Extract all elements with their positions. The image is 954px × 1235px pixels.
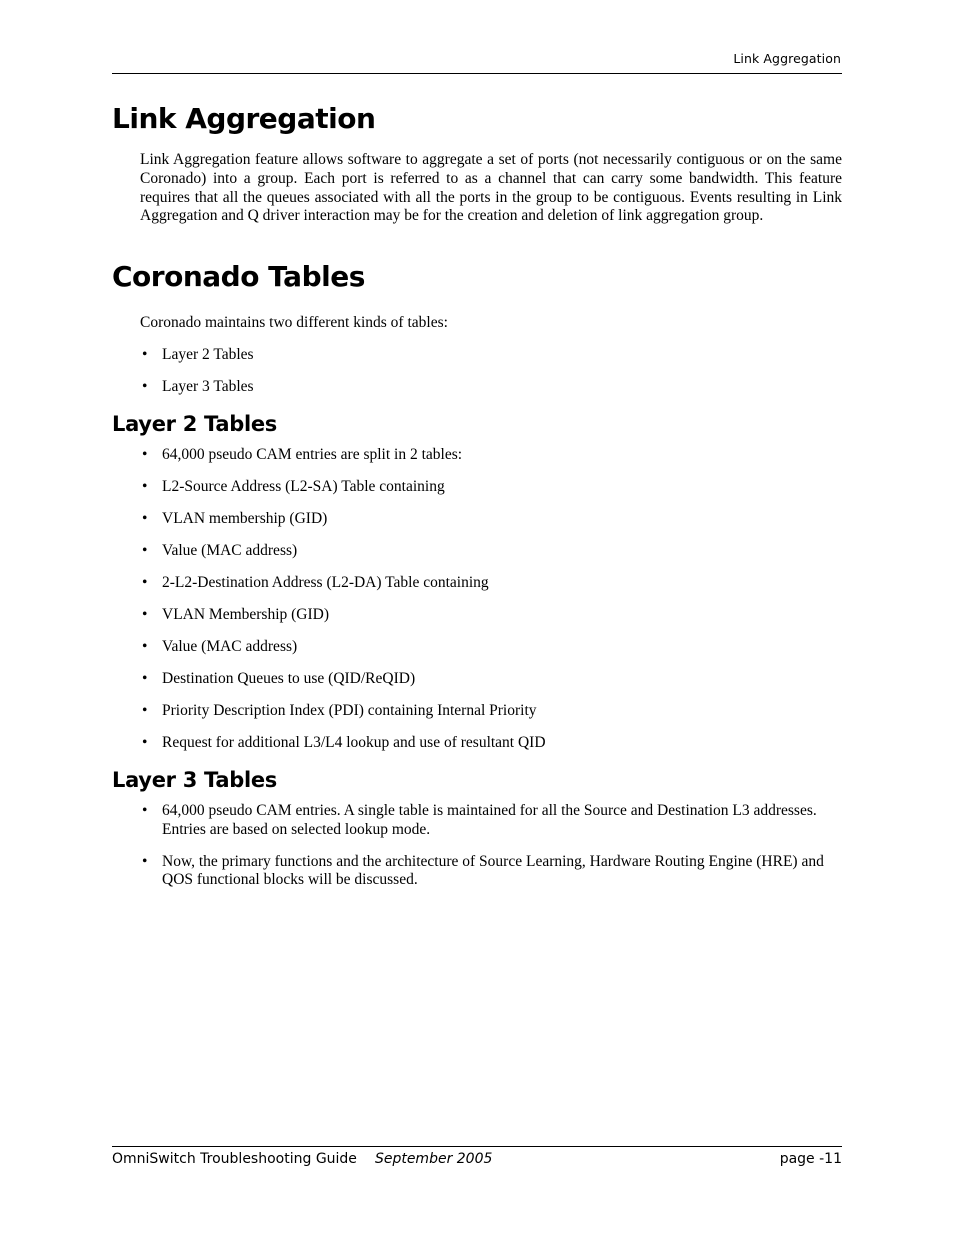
list-item: • Layer 2 Tables xyxy=(142,345,254,363)
section-title-coronado-tables: Coronado Tables xyxy=(112,260,365,294)
link-aggregation-paragraph: Link Aggregation feature allows software to aggregate a set of ports (not necessarily contiguous or on the same Coronado) into a group. Each port is referred to as a channel that can carry some bandwidth. This feature requires that all the queues associated with all the ports in the group to be contiguous. Events resulting in Link Aggregation and Q driver interaction may be for the creation and deletion of link aggregation group. xyxy=(140,151,842,225)
header-rule xyxy=(112,73,842,74)
footer-date: September 2005 xyxy=(374,1151,493,1167)
footer-page-number: page -11 xyxy=(779,1151,842,1167)
bullet-icon: • xyxy=(142,445,148,463)
list-item: • L2-Source Address (L2-SA) Table containing xyxy=(142,477,445,495)
list-item: • VLAN Membership (GID) xyxy=(142,605,330,623)
bullet-icon: • xyxy=(142,377,148,395)
running-header: Link Aggregation xyxy=(733,51,841,66)
list-item: • 64,000 pseudo CAM entries. A single table is maintained for all the Source and Destination L3 addresses. Entries are based on selected lookup mode. xyxy=(142,801,817,838)
bullet-icon: • xyxy=(142,701,148,719)
subsection-title-layer3: Layer 3 Tables xyxy=(112,767,277,792)
bullet-icon: • xyxy=(142,733,148,751)
bullet-icon: • xyxy=(142,605,148,623)
section-title-link-aggregation: Link Aggregation xyxy=(112,102,376,135)
bullet-icon: • xyxy=(142,345,148,363)
list-item: • Now, the primary functions and the architecture of Source Learning, Hardware Routing Engine (HRE) and QOS functional blocks will be discussed. xyxy=(142,852,824,889)
layer3-list xyxy=(112,802,842,890)
bullet-icon: • xyxy=(142,852,148,870)
bullet-icon: • xyxy=(142,509,148,527)
bullet-icon: • xyxy=(142,669,148,687)
bullet-icon: • xyxy=(142,477,148,495)
bullet-icon: • xyxy=(142,573,148,591)
list-item: • Priority Description Index (PDI) containing Internal Priority xyxy=(142,701,537,719)
coronado-table-list xyxy=(112,346,842,397)
bullet-icon: • xyxy=(142,801,148,819)
list-item: • Value (MAC address) xyxy=(142,541,298,559)
bullet-icon: • xyxy=(142,637,148,655)
list-item: • Destination Queues to use (QID/ReQID) xyxy=(142,669,416,687)
list-item: • VLAN membership (GID) xyxy=(142,509,328,527)
subsection-title-layer2: Layer 2 Tables xyxy=(112,411,277,436)
layer2-list xyxy=(112,446,842,753)
coronado-intro: Coronado maintains two different kinds of tables: xyxy=(140,314,448,332)
bullet-icon: • xyxy=(142,541,148,559)
footer-guide-title: OmniSwitch Troubleshooting Guide xyxy=(112,1151,357,1167)
list-item: • 2-L2-Destination Address (L2-DA) Table containing xyxy=(142,573,489,591)
footer-rule xyxy=(112,1146,842,1147)
list-item: • 64,000 pseudo CAM entries are split in 2 tables: xyxy=(142,445,463,463)
page-content xyxy=(112,100,842,903)
list-item: • Layer 3 Tables xyxy=(142,377,254,395)
list-item: • Request for additional L3/L4 lookup and use of resultant QID xyxy=(142,733,546,751)
footer-left xyxy=(112,1151,492,1167)
list-item: • Value (MAC address) xyxy=(142,637,298,655)
